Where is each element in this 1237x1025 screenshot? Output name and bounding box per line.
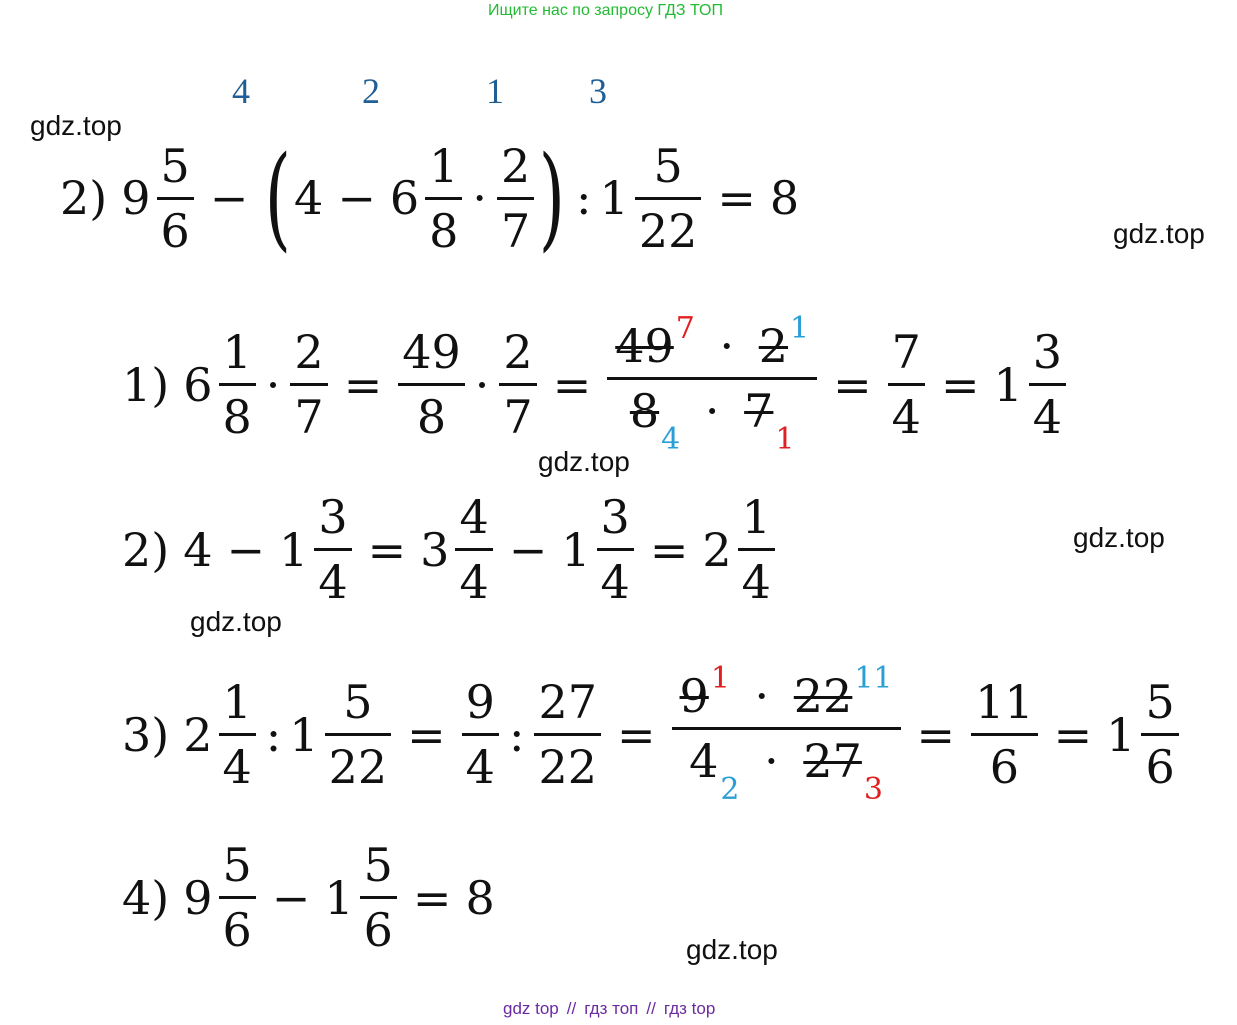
top-banner: Ищите нас по запросу ГДЗ ТОП [488, 2, 723, 19]
result: 8 [465, 870, 495, 925]
fraction: $\frac{5}{22}$ [325, 679, 392, 790]
fraction: $\frac{3}{4}$ [314, 494, 351, 605]
fraction: $\frac{11}{6}$ [971, 679, 1038, 790]
whole-part: 2 [183, 707, 213, 762]
footer-text: гдз топ [584, 999, 639, 1018]
minus-sign: − [337, 171, 376, 225]
fraction: $\frac{49}{8}$ [398, 329, 465, 440]
fraction: $\frac{5}{6}$ [157, 143, 194, 254]
equals-sign: = [616, 707, 656, 762]
fraction: $\frac{4}{4}$ [455, 494, 492, 605]
cancellation-fraction: $\frac{9^1 \cdot 22^{11}}{4_2 \cdot 27_3}$ [672, 664, 901, 805]
order-number: 1 [486, 71, 504, 111]
number: 4 [294, 171, 324, 225]
fraction: $\frac{27}{22}$ [534, 679, 601, 790]
whole-part: 3 [420, 522, 450, 577]
equals-sign: = [343, 357, 383, 412]
fraction: $\frac{5}{6}$ [1141, 679, 1178, 790]
equals-sign: = [717, 171, 756, 225]
fraction: $\frac{2}{7}$ [497, 143, 534, 254]
watermark: gdz.top [190, 606, 282, 637]
divide-sign: : [265, 707, 282, 762]
equals-sign: = [367, 522, 407, 577]
order-number: 2 [362, 71, 380, 111]
multiply-sign: · [472, 171, 488, 225]
fraction: $\frac{9}{4}$ [462, 679, 499, 790]
whole-part: 1 [324, 870, 354, 925]
step-1 [122, 311, 1068, 457]
fraction: $\frac{3}{4}$ [1029, 329, 1066, 440]
whole-part: 1 [279, 522, 309, 577]
fraction: $\frac{5}{6}$ [219, 842, 256, 953]
footer-text: гдз top [663, 999, 716, 1018]
fraction: $\frac{3}{4}$ [597, 494, 634, 605]
fraction: $\frac{5}{22}$ [635, 143, 702, 254]
equals-sign: = [1053, 707, 1093, 762]
left-paren: ( [265, 133, 292, 263]
minus-sign: − [508, 522, 548, 577]
equals-sign: = [412, 870, 452, 925]
step-3 [122, 661, 1181, 807]
equals-sign: = [833, 357, 872, 412]
divide-sign: : [508, 707, 525, 762]
fraction: $\frac{1}{4}$ [738, 494, 775, 605]
order-number: 4 [232, 71, 250, 111]
number: 4 [183, 522, 213, 577]
footer [503, 999, 715, 1019]
fraction: $\frac{5}{6}$ [360, 842, 397, 953]
main-expression [60, 133, 800, 263]
whole-part: 6 [389, 171, 420, 225]
whole-part: 1 [561, 522, 591, 577]
equals-sign: = [552, 357, 592, 412]
minus-sign: − [271, 870, 311, 925]
step-label: 2) [122, 522, 170, 577]
equals-sign: = [407, 707, 446, 762]
minus-sign: − [209, 171, 249, 225]
equals-sign: = [940, 357, 980, 412]
whole-part: 9 [183, 870, 213, 925]
fraction: $\frac{1}{8}$ [425, 143, 462, 254]
whole-part: 1 [289, 707, 319, 762]
whole-part: 2 [702, 522, 732, 577]
whole-part: 1 [993, 357, 1023, 412]
footer-text: gdz top [503, 999, 559, 1018]
cancellation-fraction: $\frac{49^7 \cdot 2^1}{8_4 \cdot 7_1}$ [607, 314, 817, 455]
fraction: $\frac{2}{7}$ [290, 329, 327, 440]
right-paren: ) [539, 133, 566, 263]
step-label: 1) [122, 357, 170, 412]
step-label: 3) [122, 707, 170, 762]
fraction: $\frac{2}{7}$ [499, 329, 536, 440]
watermark: gdz.top [1073, 522, 1165, 553]
whole-part: 6 [183, 357, 213, 412]
equals-sign: = [916, 707, 956, 762]
fraction: $\frac{1}{8}$ [219, 329, 256, 440]
watermark: gdz.top [30, 110, 122, 141]
divide-sign: : [576, 171, 592, 225]
multiply-sign: · [474, 357, 490, 412]
result: 8 [769, 171, 800, 225]
watermark: gdz.top [538, 446, 630, 477]
watermark: gdz.top [1113, 218, 1205, 249]
step-label: 4) [122, 870, 170, 925]
whole-part: 1 [599, 171, 629, 225]
minus-sign: − [226, 522, 266, 577]
equals-sign: = [649, 522, 689, 577]
whole-part: 1 [1106, 707, 1136, 762]
step-2 [122, 490, 777, 609]
order-number: 3 [589, 71, 607, 111]
fraction: $\frac{7}{4}$ [888, 329, 925, 440]
task-label: 2) [60, 171, 108, 225]
whole-part: 9 [121, 171, 151, 225]
multiply-sign: · [265, 357, 281, 412]
step-4 [122, 838, 495, 957]
watermark: gdz.top [686, 934, 778, 965]
footer-separator: // [566, 999, 577, 1018]
fraction: $\frac{1}{4}$ [219, 679, 256, 790]
footer-separator: // [646, 999, 656, 1018]
